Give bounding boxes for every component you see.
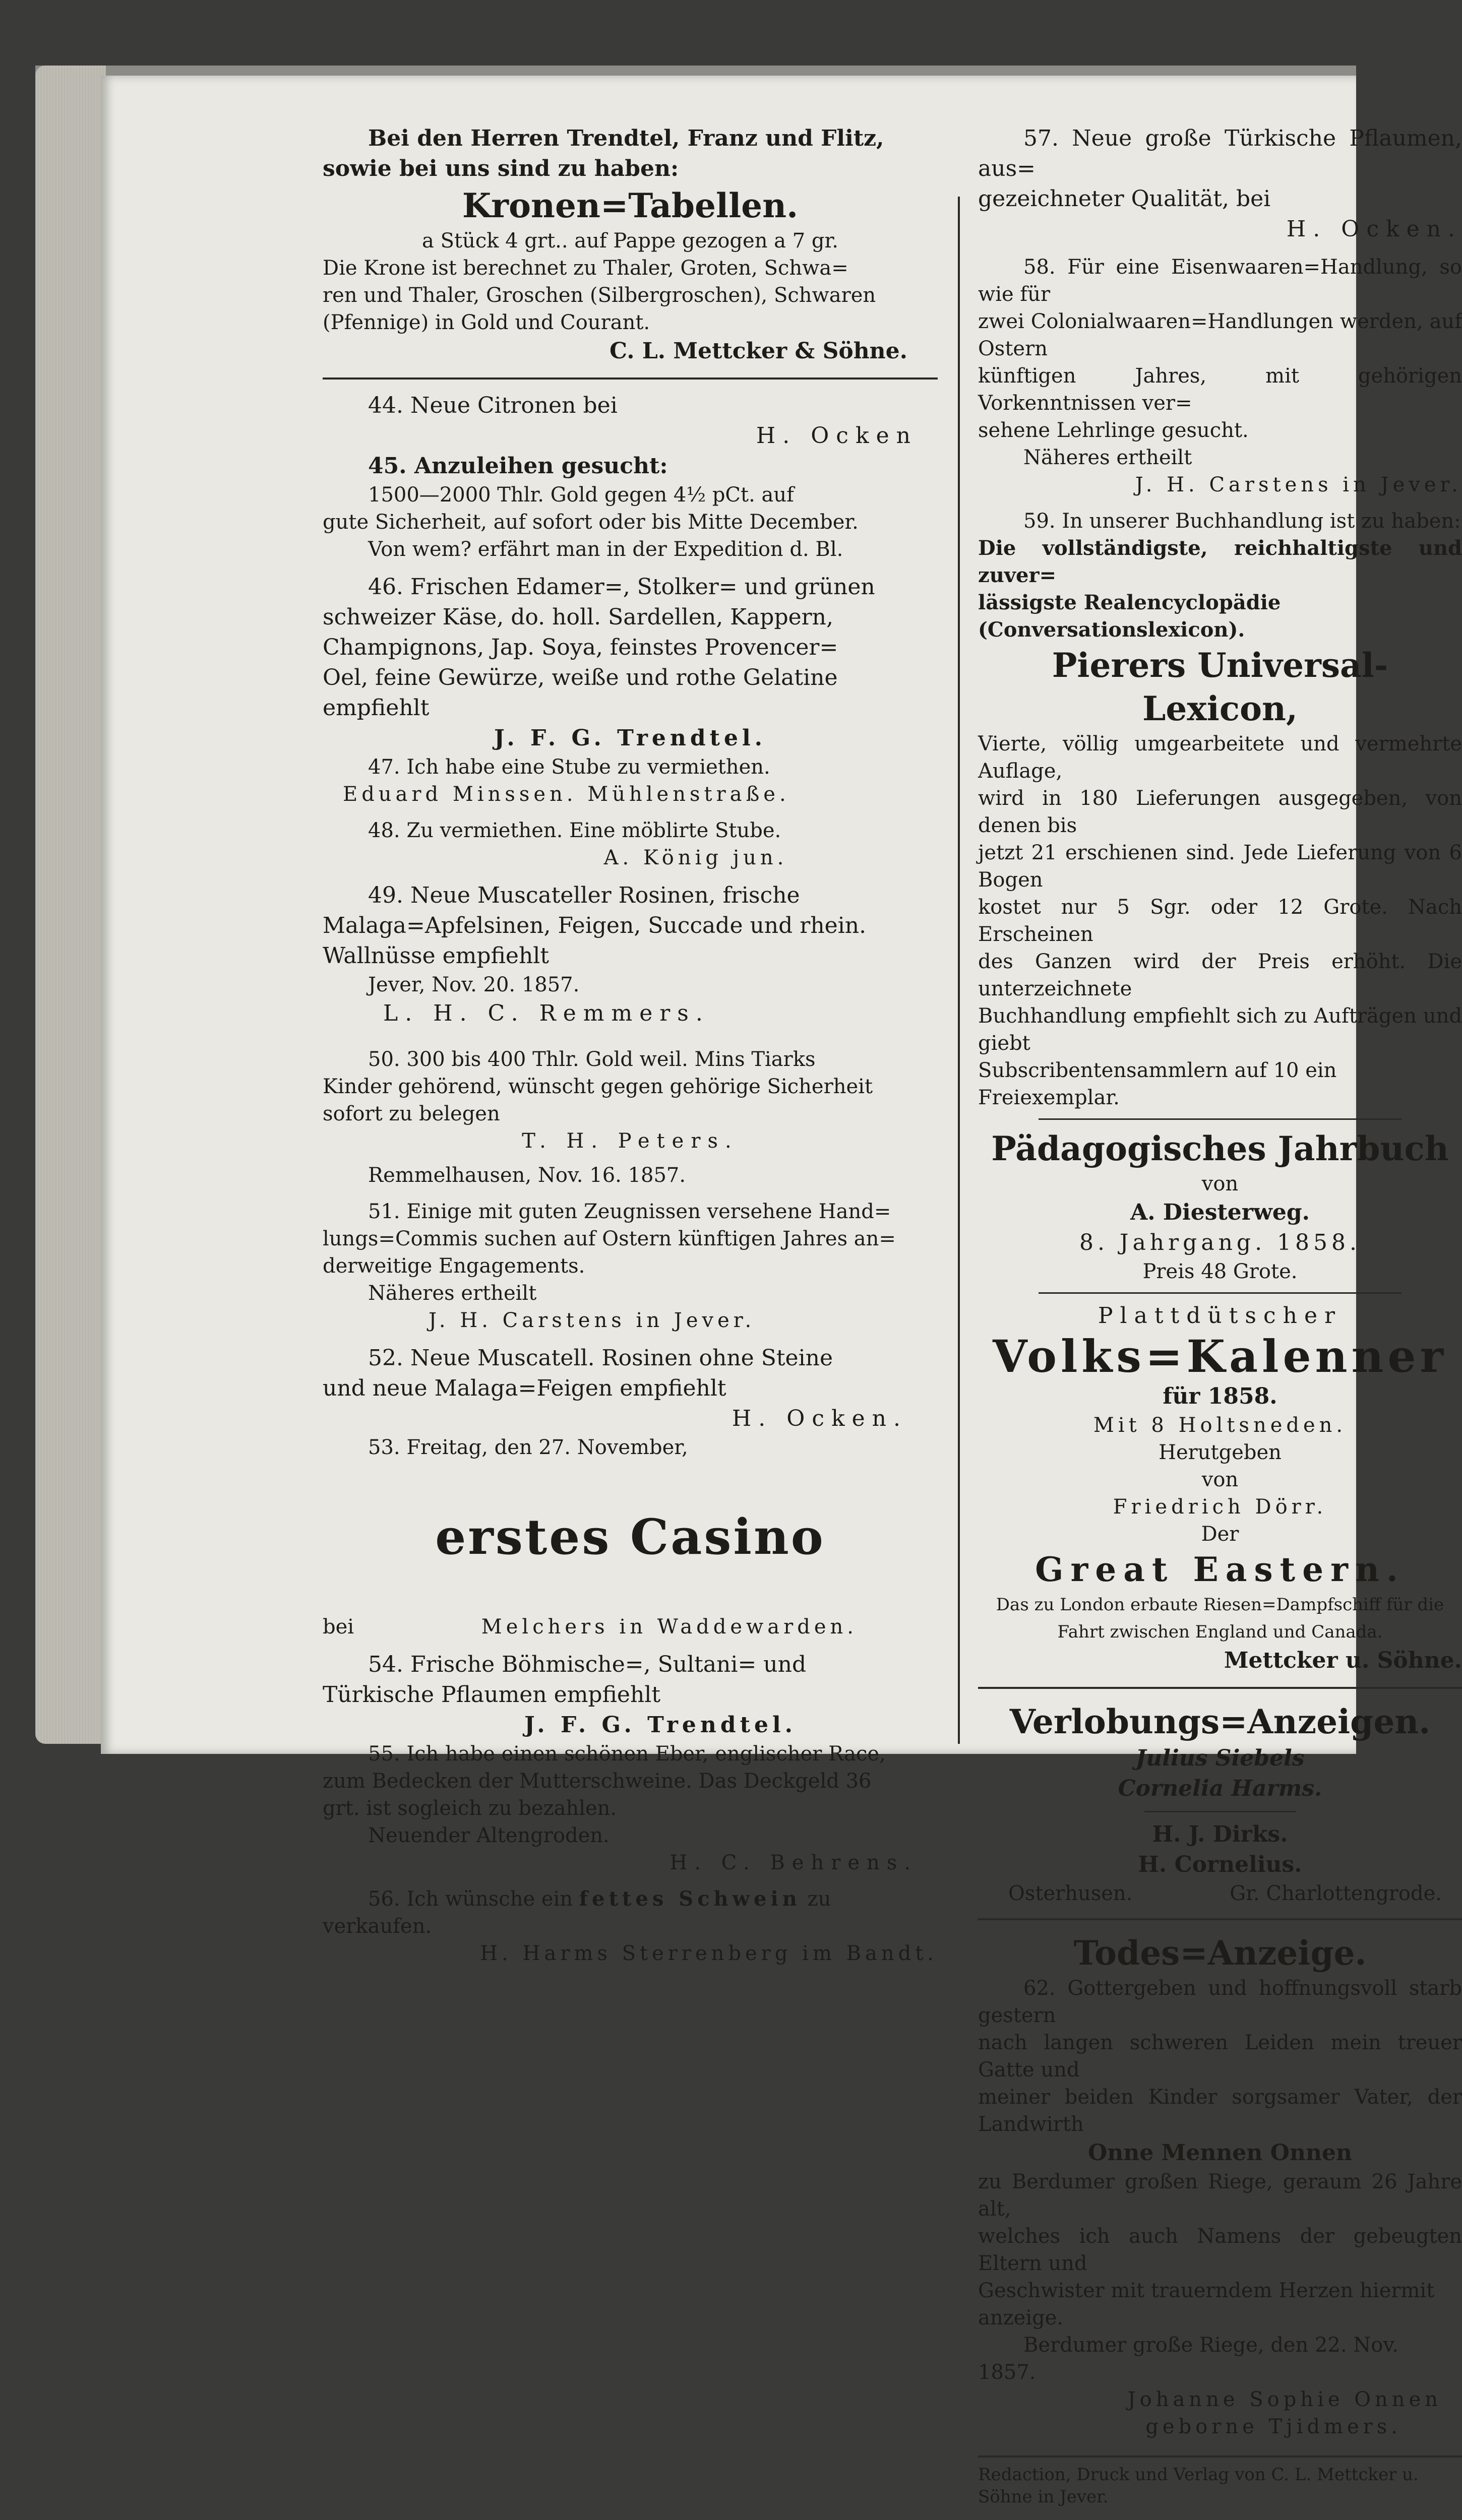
ad-jahrbuch (978, 1127, 1462, 1285)
verlobung-place-2: Gr. Charlottengrode. (1230, 1882, 1442, 1905)
ad54-line-1: 54. Frische Böhmische=, Sultani= und (368, 1652, 807, 1677)
ad-great-eastern (978, 1521, 1462, 1676)
verlobung-place-1: Osterhusen. (1008, 1882, 1133, 1905)
ad-57 (978, 123, 1462, 244)
ad56-text-a: 56. Ich wünsche ein (368, 1887, 573, 1911)
ad59-line-1: 59. In unserer Buchhandlung ist zu haben: (1023, 510, 1461, 533)
spacer (323, 1876, 938, 1885)
ad44-text: 44. Neue Citronen bei (368, 393, 618, 418)
kalenner-title: Volks=Kalenner (993, 1330, 1447, 1382)
ad58-line-2: zwei Colonialwaaren=Handlungen werden, auf Ostern (978, 310, 1462, 360)
spacer (323, 1641, 938, 1650)
ad47-signature: Eduard Minssen. Mühlenstraße. (343, 783, 790, 806)
ad-54 (323, 1650, 938, 1740)
spacer (323, 563, 938, 572)
jahrbuch-title: Pädagogisches Jahrbuch (991, 1129, 1449, 1168)
todes-anzeige (978, 1931, 1462, 2440)
ad51-line-4: Näheres ertheilt (368, 1282, 537, 1305)
kalenner-line-2: Mit 8 Holtsneden. (1093, 1414, 1347, 1437)
ad56-text-b: fettes Schwein (579, 1887, 801, 1911)
kronen-line-3: ren und Thaler, Groschen (Silbergroschen), Schwaren (323, 284, 876, 307)
todes-line-4: zu Berdumer großen Riege, geraum 26 Jahre alt, (978, 2170, 1462, 2221)
ad57-line-1: 57. Neue große Türkische Pflaumen, aus= (978, 125, 1462, 181)
ad55-signature: H. C. Behrens. (669, 1851, 918, 1874)
kronen-line-1: a Stück 4 grt.. auf Pappe gezogen a 7 gr. (422, 229, 838, 253)
separator (323, 377, 938, 380)
ad-55 (323, 1740, 938, 1876)
ad-kalenner (978, 1301, 1462, 1521)
great-eastern-line-2: Fahrt zwischen England und Canada. (1057, 1622, 1383, 1642)
great-eastern-der: Der (1201, 1523, 1239, 1546)
ad46-line-5: empfiehlt (323, 695, 430, 721)
todes-signature-2: geborne Tjidmers. (1145, 2415, 1402, 2438)
ad56-signature: H. Harms Sterrenberg im Bandt. (480, 1942, 938, 1965)
kronen-signature: C. L. Mettcker & Söhne. (609, 338, 907, 364)
ad59-line-7: kostet nur 5 Sgr. oder 12 Grote. Nach Erscheinen (978, 896, 1462, 946)
ad-59 (978, 508, 1462, 1111)
ad-47 (323, 753, 938, 808)
verlobung-name-3: H. J. Dirks. (1152, 1821, 1288, 1847)
ad-48 (323, 817, 938, 871)
ad-45 (323, 451, 938, 563)
kalenner-year: für 1858. (1163, 1383, 1277, 1409)
verlobung-name-2: Cornelia Harms. (1118, 1776, 1322, 1801)
ad59-line-4: Vierte, völlig umgearbeitete und vermehrte Auflage, (978, 732, 1462, 783)
pierers-title: Pierers Universal-Lexicon, (1052, 646, 1388, 728)
ad46-line-4: Oel, feine Gewürze, weiße und rothe Gelatine (323, 665, 838, 690)
ad-50 (323, 1046, 938, 1189)
ad55-line-2: zum Bedecken der Mutterschweine. Das Deckgeld 36 (323, 1770, 872, 1793)
ad56-line-1 (323, 1885, 938, 1913)
ad50-place: Remmelhausen, Nov. 16. 1857. (368, 1164, 686, 1187)
ad49-line-4: Jever, Nov. 20. 1857. (368, 973, 580, 996)
verlobung-head: Verlobungs=Anzeigen. (1009, 1702, 1431, 1741)
ad49-line-2: Malaga=Apfelsinen, Feigen, Succade und rhein. (323, 913, 867, 938)
intro-line-1: Bei den Herren Trendtel, Franz und Flitz, (368, 125, 884, 151)
ad51-line-2: lungs=Commis suchen auf Ostern künftigen Jahres an= (323, 1227, 896, 1250)
kalenner-line-5: Friedrich Dörr. (1113, 1495, 1327, 1519)
ad59-line-5: wird in 180 Lieferungen ausgegeben, von denen bis (978, 787, 1462, 837)
kalenner-line-4: von (1201, 1468, 1239, 1491)
todes-head: Todes=Anzeige. (1073, 1933, 1367, 1973)
ad55-line-4: Neuender Altengroden. (368, 1824, 610, 1847)
left-column (323, 123, 938, 1967)
ad49-line-1: 49. Neue Muscateller Rosinen, frische (368, 883, 800, 908)
ad48-signature: A. König jun. (603, 846, 788, 869)
ad-51 (323, 1198, 938, 1334)
ad-56 (323, 1885, 938, 1967)
ad-46 (323, 572, 938, 753)
verlobung-places (978, 1880, 1462, 1907)
ad45-head: 45. Anzuleihen gesucht: (368, 453, 668, 479)
ad58-signature: J. H. Carstens in Jever. (1135, 473, 1462, 496)
ad-58 (978, 254, 1462, 498)
ad53-line-1: 53. Freitag, den 27. November, (368, 1436, 688, 1459)
ad46-signature: J. F. G. Trendtel. (494, 725, 766, 751)
ad57-signature: H. Ocken. (1286, 216, 1462, 242)
separator (1144, 1811, 1296, 1812)
kalenner-line-3: Herutgeben (1159, 1441, 1282, 1464)
ad58-line-3: künftigen Jahres, mit gehörigen Vorkenntnissen ver= (978, 364, 1462, 415)
ad51-signature: J. H. Carstens in Jever. (429, 1309, 756, 1332)
ad50-signature: T. H. Peters. (522, 1129, 739, 1153)
ad50-line-3: sofort zu belegen (323, 1102, 500, 1125)
ad52-signature: H. Ocken. (732, 1406, 907, 1431)
todes-name: Onne Mennen Onnen (1088, 2140, 1352, 2166)
great-eastern-signature: Mettcker u. Söhne. (1224, 1648, 1462, 1673)
spacer (978, 244, 1462, 254)
todes-signature-1: Johanne Sophie Onnen (1127, 2388, 1442, 2411)
todes-line-1: 62. Gottergeben und hoffnungsvoll starb gestern (978, 1977, 1462, 2027)
ad54-line-2: Türkische Pflaumen empfiehlt (323, 1682, 661, 1708)
casino-title: erstes Casino (435, 1508, 825, 1565)
kalenner-line-1: Plattdütscher (1098, 1303, 1343, 1329)
ad-44 (323, 391, 938, 451)
spacer (323, 808, 938, 817)
ad-kronen-tabellen (323, 123, 938, 366)
ad-53-casino (323, 1434, 938, 1641)
casino-signature: Melchers in Waddewarden. (481, 1615, 858, 1639)
ad59-line-8: des Ganzen wird der Preis erhöht. Die unterzeichnete (978, 950, 1462, 1000)
casino-bei: bei (323, 1615, 354, 1639)
ad51-line-3: derweitige Engagements. (323, 1254, 585, 1278)
ad45-line-2: gute Sicherheit, auf sofort oder bis Mitte December. (323, 511, 859, 534)
ad59-line-6: jetzt 21 erschienen sind. Jede Lieferung von 6 Bogen (978, 841, 1462, 892)
kronen-line-4: (Pfennige) in Gold und Courant. (323, 311, 650, 334)
spacer (978, 498, 1462, 508)
newspaper-page (101, 76, 1462, 2507)
ad50-line-2: Kinder gehörend, wünscht gegen gehörige Sicherheit (323, 1075, 873, 1098)
ad57-line-2: gezeichneter Qualität, bei (978, 186, 1271, 212)
ad55-line-1: 55. Ich habe einen schönen Eber, englischer Race, (368, 1742, 886, 1766)
separator (978, 1687, 1462, 1689)
ad47-line-1: 47. Ich habe eine Stube zu vermiethen. (368, 755, 770, 779)
ad59-line-2: Die vollständigste, reichhaltigste und zuver= (978, 536, 1462, 587)
ad59-line-10: Subscribentensammlern auf 10 ein Freiexemplar. (978, 1059, 1337, 1109)
spacer (323, 1029, 938, 1046)
ad44-signature: H. Ocken (756, 423, 918, 449)
todes-line-6: Geschwister mit trauerndem Herzen hiermit anzeige. (978, 2279, 1435, 2329)
ad59-line-9: Buchhandlung empfiehlt sich zu Aufträgen und giebt (978, 1004, 1462, 1055)
separator (1039, 1118, 1402, 1120)
ad52-line-2: und neue Malaga=Feigen empfiehlt (323, 1375, 726, 1401)
separator (1039, 1292, 1402, 1294)
ad50-line-1: 50. 300 bis 400 Thlr. Gold weil. Mins Tiarks (368, 1048, 816, 1071)
ad59-line-3: lässigste Realencyclopädie (Conversationslexicon). (978, 591, 1281, 642)
intro-line-2: sowie bei uns sind zu haben: (323, 156, 679, 181)
spacer (323, 871, 938, 880)
ad56-text-c: zu (807, 1887, 831, 1911)
separator (978, 1918, 1462, 1920)
ad-52 (323, 1343, 938, 1434)
ad45-line-3: Von wem? erfährt man in der Expedition d. Bl. (368, 538, 843, 561)
jahrbuch-von: von (1201, 1172, 1239, 1195)
jahrbuch-year: 8. Jahrgang. 1858. (1079, 1230, 1361, 1255)
kronen-line-2: Die Krone ist berechnet zu Thaler, Groten, Schwa= (323, 257, 848, 280)
verlobung-name-1: Julius Siebels (1135, 1745, 1305, 1771)
column-divider (958, 197, 960, 1744)
ad52-line-1: 52. Neue Muscatell. Rosinen ohne Steine (368, 1345, 833, 1371)
todes-line-2: nach langen schweren Leiden mein treuer Gatte und (978, 2031, 1462, 2082)
ad54-signature: J. F. G. Trendtel. (524, 1712, 797, 1738)
ad55-line-3: grt. ist sogleich zu bezahlen. (323, 1797, 617, 1820)
spacer (323, 1334, 938, 1343)
imprint-footer: Redaction, Druck und Verlag von C. L. Mettcker u. Söhne in Jever. (978, 2455, 1462, 2508)
verlobungs-anzeigen (978, 1700, 1462, 1907)
great-eastern-title: Great Eastern. (1035, 1550, 1405, 1589)
ad-49 (323, 880, 938, 1029)
ad49-line-3: Wallnüsse empfiehlt (323, 943, 550, 969)
ad58-line-4: sehene Lehrlinge gesucht. (978, 419, 1249, 442)
jahrbuch-author: A. Diesterweg. (1130, 1200, 1310, 1225)
ad58-line-5: Näheres ertheilt (1023, 446, 1192, 469)
ad46-line-3: Champignons, Jap. Soya, feinstes Provencer= (323, 635, 838, 660)
todes-line-5: welches ich auch Namens der gebeugten Eltern und (978, 2225, 1462, 2275)
right-column (978, 123, 1462, 2520)
great-eastern-line-1: Das zu London erbaute Riesen=Dampfschiff für die (996, 1595, 1444, 1615)
casino-location (323, 1613, 938, 1641)
spacer (323, 1189, 938, 1198)
ad46-line-1: 46. Frischen Edamer=, Stolker= und grünen (368, 574, 875, 600)
ad58-line-1: 58. Für eine Eisenwaaren=Handlung, so wie für (978, 256, 1462, 306)
todes-line-7: Berdumer große Riege, den 22. Nov. 1857. (978, 2334, 1398, 2384)
todes-line-3: meiner beiden Kinder sorgsamer Vater, der Landwirth (978, 2086, 1462, 2136)
kronen-title: Kronen=Tabellen. (462, 186, 799, 225)
jahrbuch-price: Preis 48 Grote. (1142, 1260, 1298, 1283)
ad51-line-1: 51. Einige mit guten Zeugnissen versehene Hand= (368, 1200, 891, 1223)
ad56-line-2: verkaufen. (323, 1915, 432, 1938)
verlobung-name-4: H. Cornelius. (1138, 1852, 1302, 1877)
ad48-line-1: 48. Zu vermiethen. Eine möblirte Stube. (368, 819, 781, 842)
ad49-signature: L. H. C. Remmers. (383, 1000, 710, 1026)
book-page-edges (35, 66, 106, 1744)
ad46-line-2: schweizer Käse, do. holl. Sardellen, Kappern, (323, 604, 834, 630)
ad45-line-1: 1500—2000 Thlr. Gold gegen 4½ pCt. auf (368, 483, 794, 507)
